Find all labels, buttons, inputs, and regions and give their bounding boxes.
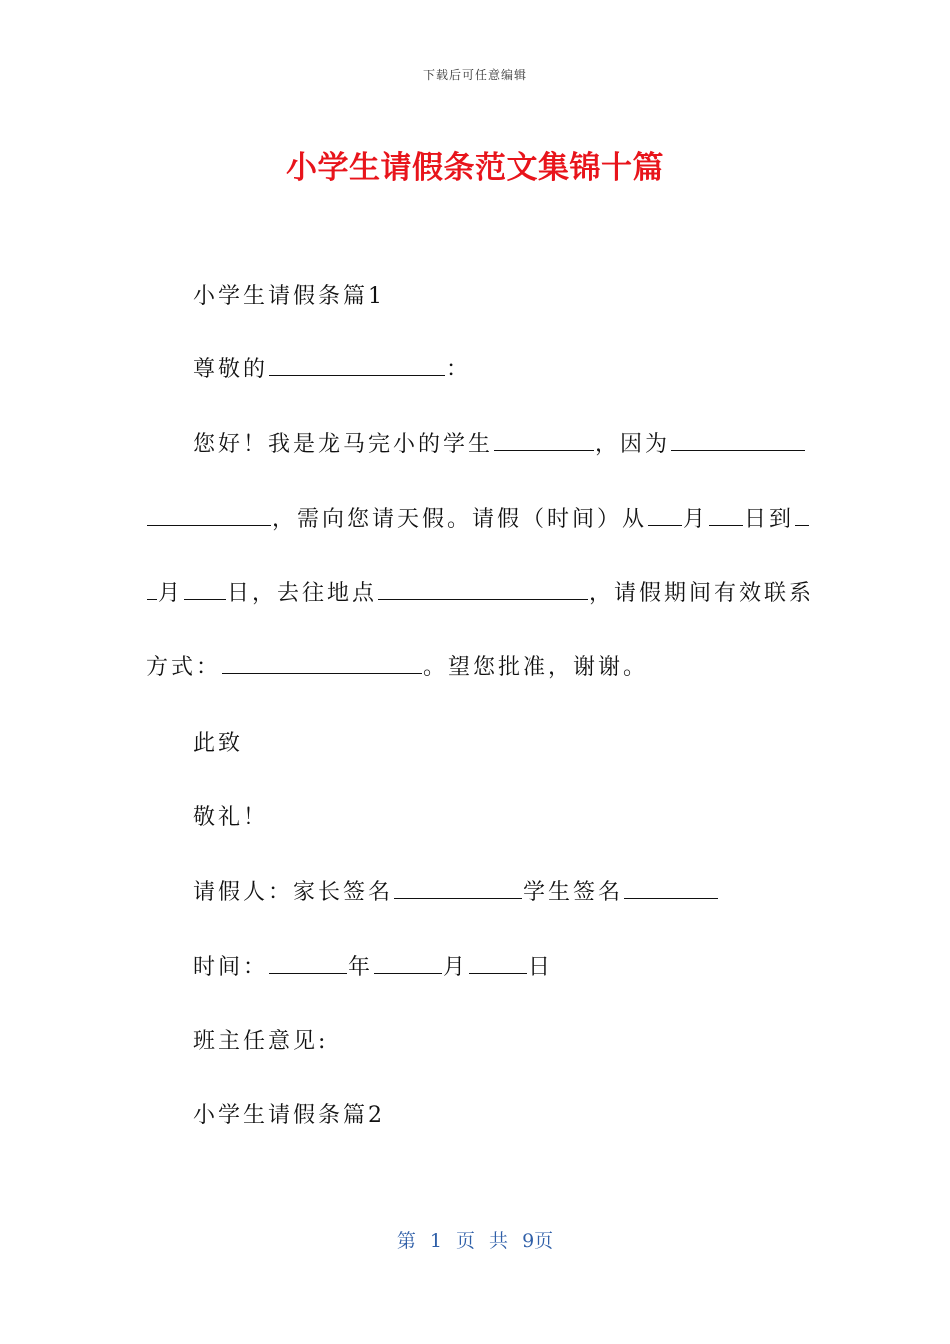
body-text-thanks: 。望您批准，谢谢。 (423, 655, 649, 680)
body-line-4 (146, 653, 648, 683)
salutation-suffix: ： (446, 357, 472, 382)
recipient-blank (269, 355, 445, 376)
closing-line-2: 敬礼！ (193, 805, 269, 830)
body-text-end-month: 月 (158, 581, 184, 606)
body-text-day-to: 日到 (744, 507, 795, 532)
body-text-contact-method: 方式： (146, 655, 222, 680)
document-title: 小学生请假条范文集锦十篇 (286, 150, 664, 186)
salutation-line (193, 355, 471, 385)
destination-blank (378, 579, 588, 600)
body-text-contact: ，请假期间有效联系 (589, 581, 815, 606)
body-text-destination: 日，去往地点 (227, 581, 378, 606)
date-line (193, 953, 553, 983)
start-day-blank (709, 505, 743, 526)
parent-signature-blank (394, 878, 522, 899)
body-text-leave-request: ，需向您请天假。请假（时间）从 (272, 507, 648, 532)
end-month-blank-1 (795, 505, 809, 526)
year-label: 年 (348, 955, 374, 980)
student-signature-label: 学生签名 (523, 880, 624, 905)
parent-signature-label: 请假人：家长签名 (193, 880, 394, 905)
page-footer: 第 1 页 共 9页 (396, 1230, 554, 1252)
closing-line-1: 此致 (193, 731, 244, 756)
month-label: 月 (443, 955, 469, 980)
salutation-prefix: 尊敬的 (193, 357, 269, 382)
body-line-1 (193, 430, 806, 460)
student-name-blank (494, 430, 594, 451)
month-blank (374, 953, 442, 974)
reason-blank-1 (671, 430, 805, 451)
student-signature-blank (624, 878, 718, 899)
reason-blank-2 (147, 505, 271, 526)
header-note: 下载后可任意编辑 (422, 68, 527, 82)
body-text-intro: 您好！我是龙马完小的学生 (193, 432, 494, 457)
date-label: 时间： (193, 955, 269, 980)
body-text-because: ，因为 (595, 432, 671, 457)
body-line-2 (146, 505, 810, 535)
contact-blank (222, 653, 422, 674)
year-blank (269, 953, 347, 974)
day-blank (469, 953, 527, 974)
section-heading-2: 小学生请假条篇2 (193, 1103, 385, 1128)
body-line-3 (146, 579, 814, 609)
end-day-blank (184, 579, 226, 600)
start-month-blank (648, 505, 682, 526)
teacher-opinion: 班主任意见: (193, 1029, 329, 1054)
signature-line (193, 878, 719, 908)
section-heading-1: 小学生请假条篇1 (193, 284, 385, 309)
day-label: 日 (528, 955, 554, 980)
body-text-month: 月 (683, 507, 709, 532)
end-month-blank-2 (147, 579, 157, 600)
